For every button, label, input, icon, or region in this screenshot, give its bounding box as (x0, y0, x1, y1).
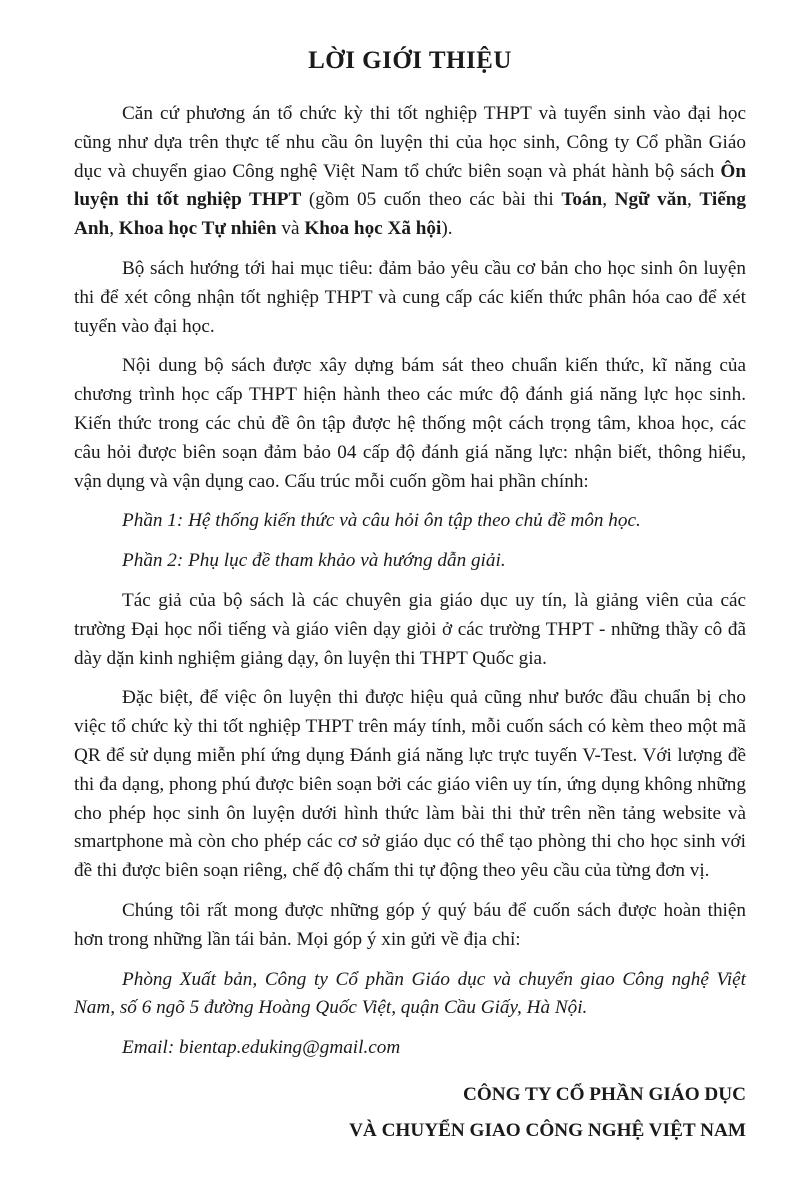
intro-subject-math: Toán (561, 189, 603, 211)
structure-part-2: Phần 2: Phụ lục đề tham khảo và hướng dẫn giải. (122, 550, 506, 572)
intro-text-4: , (687, 189, 700, 211)
paragraph-content: Nội dung bộ sách được xây dựng bám sát theo chuẩn kiến thức, kĩ năng của chương trình học cấp THPT hiện hành theo các mức độ đánh giá năng lực học sinh. Kiến thức trong các chủ đề ôn tập được hệ thống một cách trọng tâm, khoa học, các câu hỏi được biên soạn đảm bảo 04 cấp độ đánh giá năng lực: nhận biết, thông hiểu, vận dụng và vận dụng cao. Cấu trúc mỗi cuốn gồm hai phần chính: (74, 355, 746, 492)
paragraph-intro (74, 100, 746, 244)
page-title: LỜI GIỚI THIỆU (308, 47, 512, 74)
intro-text-3: , (602, 189, 615, 211)
paragraph-feedback: Chúng tôi rất mong được những góp ý quý báu để cuốn sách được hoàn thiện hơn trong những lần tái bản. Mọi góp ý xin gửi về địa chỉ: (74, 899, 746, 950)
intro-book-title: Ôn luyện thi tốt nghiệp THPT (74, 160, 746, 211)
intro-text-1: Căn cứ phương án tổ chức kỳ thi tốt nghiệp THPT và tuyển sinh vào đại học cũng như dựa trên thực tế nhu cầu ôn luyện thi của học sinh, Công ty Cổ phần Giáo dục và chuyển giao Công nghệ Việt Nam tổ chức biên soạn và phát hành bộ sách (74, 103, 746, 182)
paragraph-authors: Tác giả của bộ sách là các chuyên gia giáo dục uy tín, là giảng viên của các trường Đại học nổi tiếng và giáo viên dạy giỏi ở các trường THPT - những thầy cô đã dày dặn kinh nghiệm giảng dạy, ôn luyện thi THPT Quốc gia. (74, 589, 746, 669)
document-page (74, 44, 746, 1149)
company-signature (74, 1077, 746, 1149)
intro-text-2: (gồm 05 cuốn theo các bài thi (301, 189, 562, 211)
intro-text-7: ). (441, 218, 453, 240)
intro-subject-literature: Ngữ văn (614, 189, 688, 211)
contact-address: Phòng Xuất bản, Công ty Cổ phần Giáo dục và chuyển giao Công nghệ Việt Nam, số 6 ngõ 5 đường Hoàng Quốc Việt, quận Cầu Giấy, Hà Nội. (74, 968, 746, 1019)
paragraph-vtest: Đặc biệt, để việc ôn luyện thi được hiệu quả cũng như bước đầu chuẩn bị cho việc tổ chức kỳ thi tốt nghiệp THPT trên máy tính, mỗi cuốn sách có kèm theo một mã QR để sử dụng miễn phí ứng dụng Đánh giá năng lực trực tuyến V-Test. Với lượng đề thi đa dạng, phong phú được biên soạn bởi các giáo viên uy tín, ứng dụng không những cho phép học sinh ôn luyện dưới hình thức làm bài thi thử trên nền tảng website và smartphone mà còn cho phép các cơ sở giáo dục có thể tạo phòng thi cho học sinh với đề thi được biên soạn riêng, chế độ chấm thi tự động theo yêu cầu của từng đơn vị. (74, 687, 746, 882)
paragraph-goals: Bộ sách hướng tới hai mục tiêu: đảm bảo yêu cầu cơ bản cho học sinh ôn luyện thi để xét công nhận tốt nghiệp THPT và cung cấp các kiến thức phân hóa cao để xét tuyển vào đại học. (74, 257, 746, 337)
intro-subject-english: Tiếng Anh (74, 189, 746, 240)
intro-text-5: , (109, 218, 119, 240)
intro-subject-social-science: Khoa học Xã hội (304, 218, 442, 240)
intro-text-6: và (276, 218, 305, 240)
signature-line-2: VÀ CHUYỂN GIAO CÔNG NGHỆ VIỆT NAM (349, 1119, 746, 1141)
intro-subject-natural-science: Khoa học Tự nhiên (118, 218, 277, 240)
contact-email: Email: bientap.eduking@gmail.com (122, 1037, 401, 1059)
structure-part-1: Phần 1: Hệ thống kiến thức và câu hỏi ôn tập theo chủ đề môn học. (122, 510, 641, 532)
signature-line-1: CÔNG TY CỔ PHẦN GIÁO DỤC (462, 1083, 746, 1105)
